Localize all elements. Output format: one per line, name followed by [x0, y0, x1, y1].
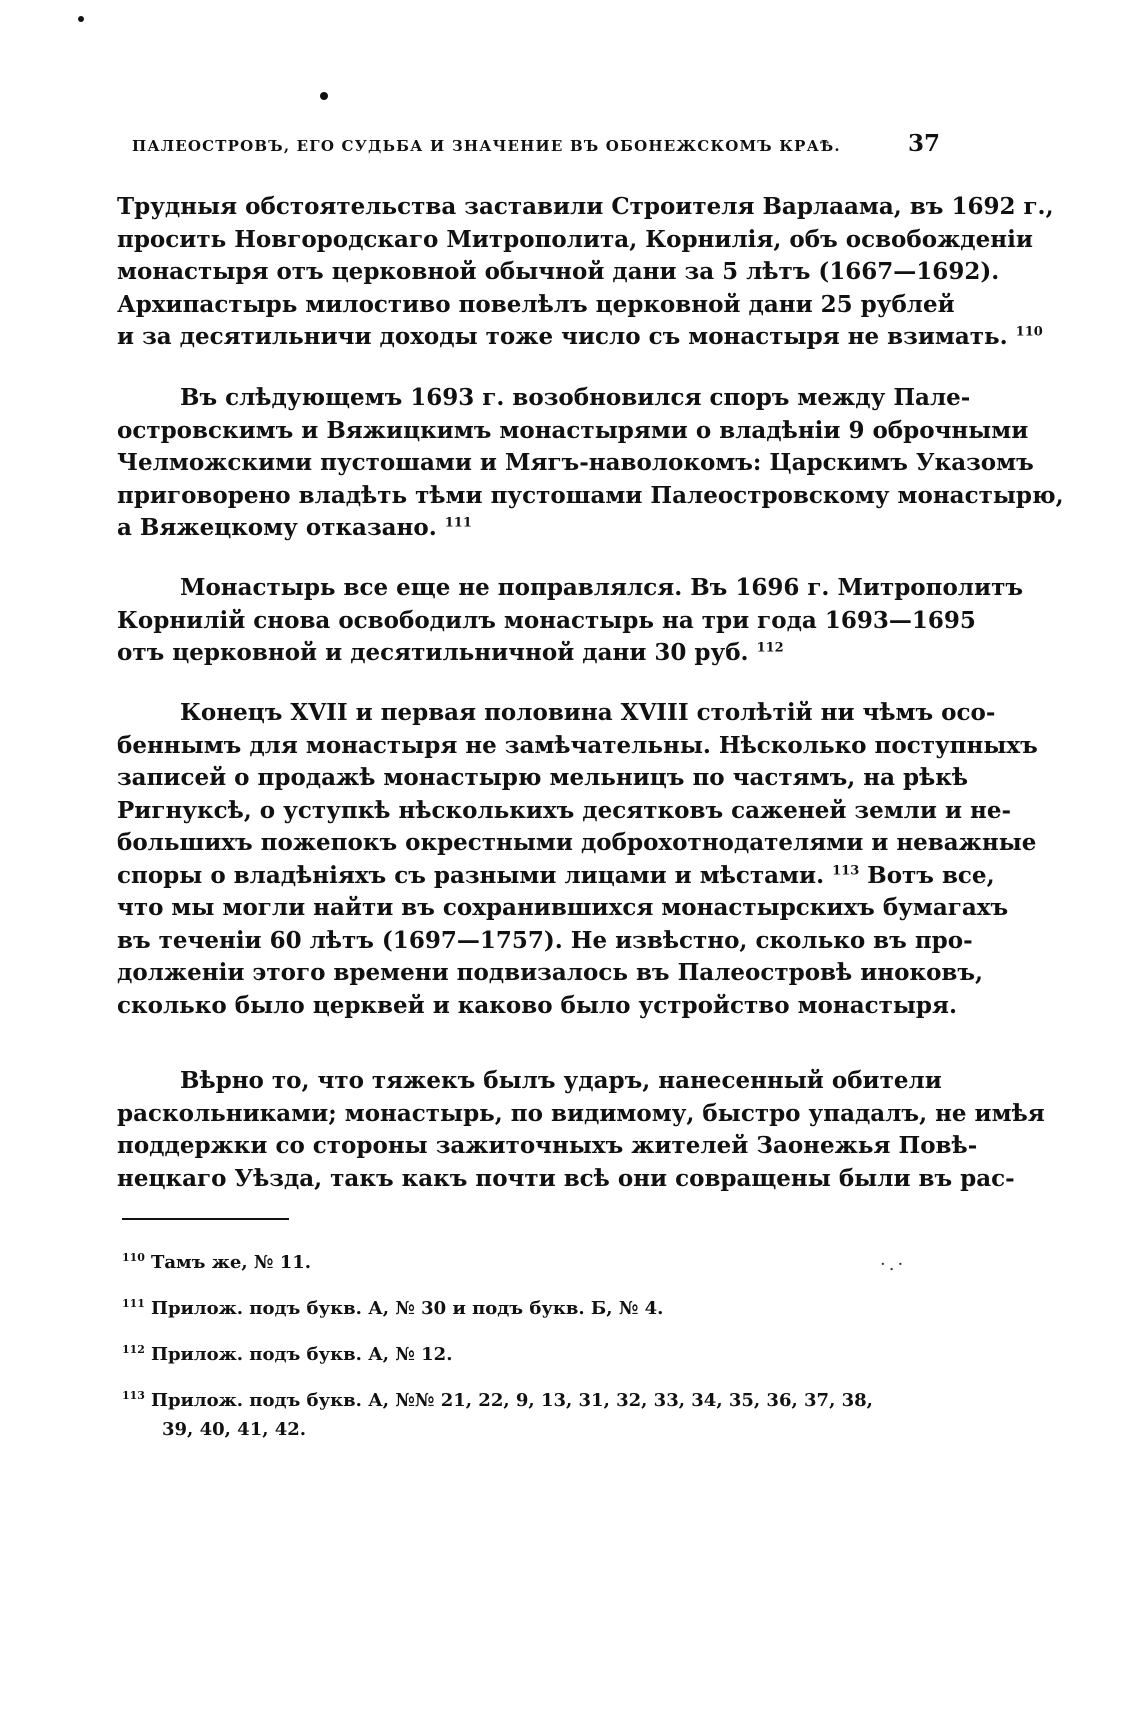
- text-line: Ригнуксѣ, о уступкѣ нѣсколькихъ десятковъ саженей земли и не-: [117, 796, 1012, 824]
- text-line: нецкаго Уѣзда, такъ какъ почти всѣ они совращены были въ рас-: [117, 1164, 1015, 1192]
- text-line: Въ слѣдующемъ 1693 г. возобновился споръ между Пале-: [180, 384, 971, 411]
- footnote-ref: 110: [1015, 324, 1043, 340]
- text-line: записей о продажѣ монастырю мельницъ по частямъ, на рѣкѣ: [117, 764, 969, 791]
- footnote-number: 112: [122, 1343, 145, 1356]
- text-line: беннымъ для монастыря не замѣчательны. Нѣсколько поступныхъ: [117, 731, 1038, 759]
- text-line: [117, 321, 1043, 354]
- paragraph: [117, 1065, 1045, 1195]
- page-number: 37: [907, 130, 940, 157]
- text-line: [117, 512, 938, 545]
- footnote-ref: 112: [756, 640, 784, 656]
- text-line: Конецъ XVII и первая половина XVIII столѣтій ни чѣмъ осо-: [180, 699, 996, 726]
- footnote-number: 113: [122, 1389, 145, 1402]
- footnote-text: Прилож. подъ букв. А, № 12.: [150, 1344, 453, 1365]
- ink-marks: ·.·: [880, 1254, 907, 1275]
- text-line: Монастырь все еще не поправлялся. Въ 1696 г. Митрополитъ: [180, 574, 1023, 601]
- paragraph: [117, 572, 1023, 670]
- text-line-content: Вотъ все,: [867, 861, 995, 889]
- running-header: [132, 130, 940, 160]
- text-line: Трудныя обстоятельства заставили Строителя Варлаама, въ 1692 г.,: [117, 193, 1054, 220]
- text-line: что мы могли найти въ сохранившихся монастырскихъ бумагахъ: [117, 894, 1009, 921]
- footnote-text: Прилож. подъ букв. А, №№ 21, 22, 9, 13, 31, 32, 33, 34, 35, 36, 37, 38,: [150, 1390, 873, 1411]
- text-line: Архипастырь милостиво повелѣлъ церковной дани 25 рублей: [117, 290, 955, 318]
- text-line: [117, 637, 938, 670]
- footnote: [122, 1340, 942, 1369]
- paragraph: [117, 697, 1038, 1022]
- footnote-ref: 113: [832, 862, 860, 878]
- ink-speck: [78, 16, 84, 22]
- text-line-content: а Вяжецкому отказано.: [117, 514, 437, 541]
- text-line: Корнилій снова освободилъ монастырь на три года 1693—1695: [117, 606, 976, 634]
- text-line: Челможскими пустошами и Мягъ-наволокомъ: Царскимъ Указомъ: [117, 449, 1034, 476]
- text-line: большихъ пожепокъ окрестными доброхотнодателями и неважные: [117, 829, 1037, 856]
- text-line: островскимъ и Вяжицкимъ монастырями о владѣніи 9 оброчными: [117, 416, 1029, 444]
- footnote: [122, 1294, 942, 1323]
- footnote-text: Прилож. подъ букв. А, № 30 и подъ букв. Б, № 4.: [150, 1298, 664, 1319]
- footnote-number: 110: [122, 1251, 145, 1264]
- text-line: поддержки со стороны зажиточныхъ жителей Заонежья Повѣ-: [117, 1132, 978, 1159]
- text-line: сколько было церквей и каково было устройство монастыря.: [117, 991, 958, 1019]
- footnote-text: Тамъ же, № 11.: [150, 1252, 312, 1273]
- text-line: [117, 860, 995, 893]
- text-line-content: споры о владѣніяхъ съ разными лицами и мѣстами.: [117, 861, 825, 889]
- text-line: раскольниками; монастырь, по видимому, быстро упадалъ, не имѣя: [117, 1099, 1045, 1127]
- text-line: Вѣрно то, что тяжекъ былъ ударъ, нанесенный обители: [180, 1067, 942, 1094]
- footnote-divider: [122, 1218, 289, 1220]
- text-line-content: отъ церковной и десятильничной дани 30 руб.: [117, 639, 749, 666]
- text-line: просить Новгородскаго Митрополита, Корнилія, объ освобожденіи: [117, 225, 1033, 253]
- footnote: [122, 1386, 942, 1444]
- text-line: долженіи этого времени подвизалось въ Палеостровѣ иноковъ,: [117, 959, 984, 986]
- text-line-content: и за десятильничи доходы тоже число съ монастыря не взимать.: [117, 323, 1008, 350]
- text-line: въ теченіи 60 лѣтъ (1697—1757). Не извѣстно, сколько въ про-: [117, 926, 973, 954]
- text-line: монастыря отъ церковной обычной дани за 5 лѣтъ (1667—1692).: [117, 258, 1000, 285]
- paragraph: [117, 191, 1054, 354]
- footnote-ref: 111: [444, 515, 472, 531]
- footnote: [122, 1248, 942, 1277]
- running-header-title: ПАЛЕОСТРОВЪ, ЕГО СУДЬБА И ЗНАЧЕНИЕ ВЪ ОБОНЕЖСКОМЪ КРАѢ.: [132, 137, 841, 155]
- text-line: приговорено владѣть тѣми пустошами Палеостровскому монастырю,: [117, 481, 1064, 509]
- footnote-number: 111: [122, 1297, 145, 1310]
- ink-speck: [320, 92, 328, 100]
- footnote-continuation: 39, 40, 41, 42.: [162, 1419, 307, 1440]
- paragraph: [117, 382, 1064, 545]
- footnotes: [122, 1248, 942, 1461]
